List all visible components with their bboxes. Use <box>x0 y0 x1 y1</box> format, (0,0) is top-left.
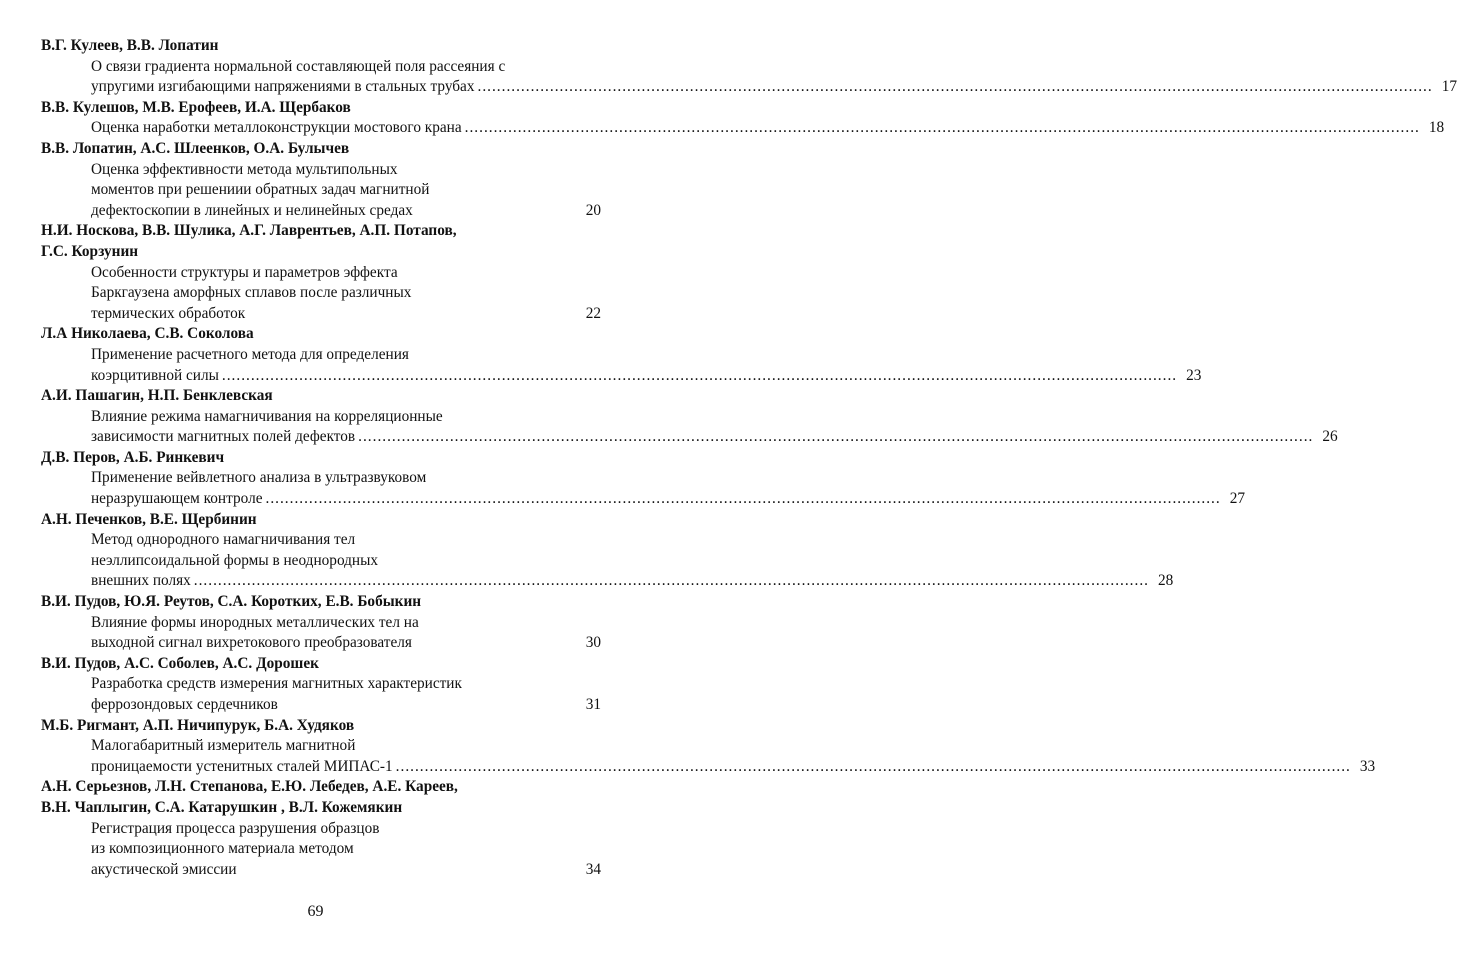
toc-title-text: из композиционного материала методом <box>91 840 354 858</box>
toc-page-number: 30 <box>585 634 601 652</box>
toc-title-line <box>91 57 601 78</box>
toc-title-text: феррозондовых сердечников <box>91 696 278 713</box>
toc-entry-authors: В.Н. Чаплыгин, С.А. Катарушкин , В.Л. Кожемякин <box>41 798 403 816</box>
toc-entry-authors: В.Г. Кулеев, В.В. Лопатин <box>41 37 219 54</box>
toc-entry <box>41 386 1338 448</box>
toc-title-line <box>91 571 1174 592</box>
toc-page-number: 22 <box>585 304 601 322</box>
toc-title-line <box>91 489 1245 510</box>
toc-entry-authors: М.Б. Ригмант, А.П. Ничипурук, Б.А. Худяков <box>41 716 355 734</box>
toc-title-line <box>91 819 601 840</box>
toc-entry-title <box>41 263 601 325</box>
toc-title-text: упругими изгибающими напряжениями в стальных трубах <box>91 78 475 96</box>
table-of-contents <box>41 36 1457 880</box>
toc-entry-title <box>41 736 1376 777</box>
toc-title-line <box>91 180 601 201</box>
toc-title-line <box>91 839 601 860</box>
toc-title-line <box>91 304 601 325</box>
toc-page-number: 17 <box>1441 78 1457 96</box>
toc-page-number: 26 <box>1322 428 1338 446</box>
toc-entry-authors: А.Н. Печенков, В.Е. Щербинин <box>41 510 257 528</box>
toc-title-text: выходной сигнал вихретокового преобразователя <box>91 634 412 652</box>
toc-entry <box>41 98 1445 139</box>
toc-title-text: Особенности структуры и параметров эффекта <box>91 263 398 281</box>
toc-title-line <box>91 283 601 304</box>
toc-title-text: Влияние формы инородных металлических тел на <box>91 613 419 631</box>
toc-title-line <box>91 613 601 634</box>
toc-entry <box>41 716 1376 778</box>
toc-entry-authors: А.Н. Серьезнов, Л.Н. Степанова, Е.Ю. Лебедев, А.Е. Кареев, <box>41 778 458 796</box>
toc-title-text: дефектоскопии в линейных и нелинейных средах <box>91 201 413 219</box>
toc-entry <box>41 654 601 716</box>
toc-title-line <box>91 263 601 284</box>
toc-title-text: внешних полях <box>91 572 191 590</box>
toc-title-line <box>91 407 601 428</box>
toc-entry-authors: Л.А Николаева, С.В. Соколова <box>41 325 254 343</box>
toc-title-line <box>91 468 601 489</box>
toc-title-line <box>91 118 1445 139</box>
toc-title-text: Влияние режима намагничивания на корреляционные <box>91 407 443 425</box>
toc-title-text: коэрцитивной силы <box>91 366 219 384</box>
toc-entry-title <box>41 530 1174 592</box>
toc-title-line <box>91 860 601 881</box>
toc-entry-authors: Д.В. Перов, А.Б. Ринкевич <box>41 448 225 466</box>
toc-entry <box>41 221 601 324</box>
toc-entry <box>41 448 1245 510</box>
toc-title-text: О связи градиента нормальной составляющей поля рассеяния с <box>91 57 506 75</box>
toc-title-text: акустической эмиссии <box>91 860 237 878</box>
toc-entry-authors: Г.С. Корзунин <box>41 242 139 260</box>
toc-title-text: проницаемости устенитных сталей МИПАС-1 <box>91 757 393 775</box>
toc-title-line <box>91 695 601 716</box>
toc-entry-title <box>41 674 601 715</box>
toc-page-number: 28 <box>1157 572 1174 590</box>
toc-page-number: 18 <box>1428 119 1445 137</box>
toc-dot-leader: ...................................................................................................................................................................................................... <box>193 572 1149 590</box>
toc-title-text: моментов при решениии обратных задач магнитной <box>91 181 430 199</box>
toc-title-text: зависимости магнитных полей дефектов <box>91 428 356 446</box>
toc-entry-authors: В.И. Пудов, Ю.Я. Реутов, С.А. Коротких, Е.В. Бобыкин <box>41 593 422 611</box>
toc-title-line <box>91 201 601 222</box>
toc-title-line <box>91 551 601 572</box>
toc-title-text: Оценка эффективности метода мультипольных <box>91 160 398 178</box>
toc-title-text: Метод однородного намагничивания тел <box>91 531 356 549</box>
toc-title-text: Малогабаритный измеритель магнитной <box>91 737 356 755</box>
toc-dot-leader: ...................................................................................................................................................................................................... <box>464 119 1420 137</box>
toc-page-number: 23 <box>1186 366 1202 384</box>
toc-entry <box>41 324 1202 386</box>
toc-page-number: 33 <box>1359 757 1376 775</box>
toc-title-line <box>91 530 601 551</box>
toc-entry-authors: Н.И. Носкова, В.В. Шулика, А.Г. Лаврентьев, А.П. Потапов, <box>41 222 457 240</box>
toc-title-line <box>91 77 1457 98</box>
toc-entry <box>41 36 1457 98</box>
toc-entry-authors: А.И. Пашагин, Н.П. Бенклевская <box>41 387 273 405</box>
toc-dot-leader: ...................................................................................................................................................................................................... <box>265 490 1221 508</box>
toc-title-text: Баркгаузена аморфных сплавов после различных <box>91 284 412 302</box>
toc-page-number: 20 <box>585 201 601 219</box>
toc-entry-authors: В.В. Кулешов, М.В. Ерофеев, И.А. Щербаков <box>41 98 351 116</box>
toc-dot-leader: ...................................................................................................................................................................................................... <box>221 366 1178 384</box>
toc-entry-title <box>41 118 1445 139</box>
toc-entry-title <box>41 345 1202 386</box>
toc-entry-title <box>41 160 601 222</box>
toc-title-text: неэллипсоидальной формы в неоднородных <box>91 551 379 569</box>
toc-entry-title <box>41 57 1457 98</box>
page-number: 69 <box>307 903 324 920</box>
toc-title-text: Оценка наработки металлоконструкции мостового крана <box>91 119 462 137</box>
toc-title-text: Разработка средств измерения магнитных характеристик <box>91 675 462 693</box>
toc-title-line <box>91 427 1338 448</box>
toc-entry <box>41 777 601 880</box>
toc-entry-authors: В.В. Лопатин, А.С. Шлеенков, О.А. Булычев <box>41 139 350 157</box>
toc-title-line <box>91 160 601 181</box>
toc-entry-title <box>41 407 1338 448</box>
toc-title-line <box>91 366 1202 387</box>
toc-entry-authors: В.И. Пудов, А.С. Соболев, А.С. Дорошек <box>41 654 319 672</box>
toc-title-text: неразрушающем контроле <box>91 490 263 508</box>
toc-title-text: Регистрация процесса разрушения образцов <box>91 819 380 837</box>
toc-page-number: 34 <box>585 860 601 878</box>
toc-entry-title <box>41 613 601 654</box>
toc-entry <box>41 510 1174 592</box>
toc-title-line <box>91 757 1376 778</box>
toc-dot-leader: ...................................................................................................................................................................................................... <box>477 78 1433 96</box>
toc-entry-title <box>41 819 601 881</box>
toc-dot-leader: ...................................................................................................................................................................................................... <box>358 428 1314 446</box>
toc-title-line <box>91 736 601 757</box>
toc-dot-leader: ...................................................................................................................................................................................................... <box>395 757 1351 775</box>
toc-entry <box>41 592 601 654</box>
toc-title-line <box>91 633 601 654</box>
toc-page-number: 27 <box>1229 490 1245 508</box>
toc-title-line <box>91 345 601 366</box>
toc-title-text: Применение вейвлетного анализа в ультразвуковом <box>91 469 427 487</box>
toc-entry <box>41 139 601 221</box>
toc-title-text: Применение расчетного метода для определения <box>91 345 409 363</box>
toc-page-number: 31 <box>585 696 601 713</box>
toc-title-line <box>91 674 601 695</box>
toc-entry-title <box>41 468 1245 509</box>
toc-title-text: термических обработок <box>91 304 246 322</box>
